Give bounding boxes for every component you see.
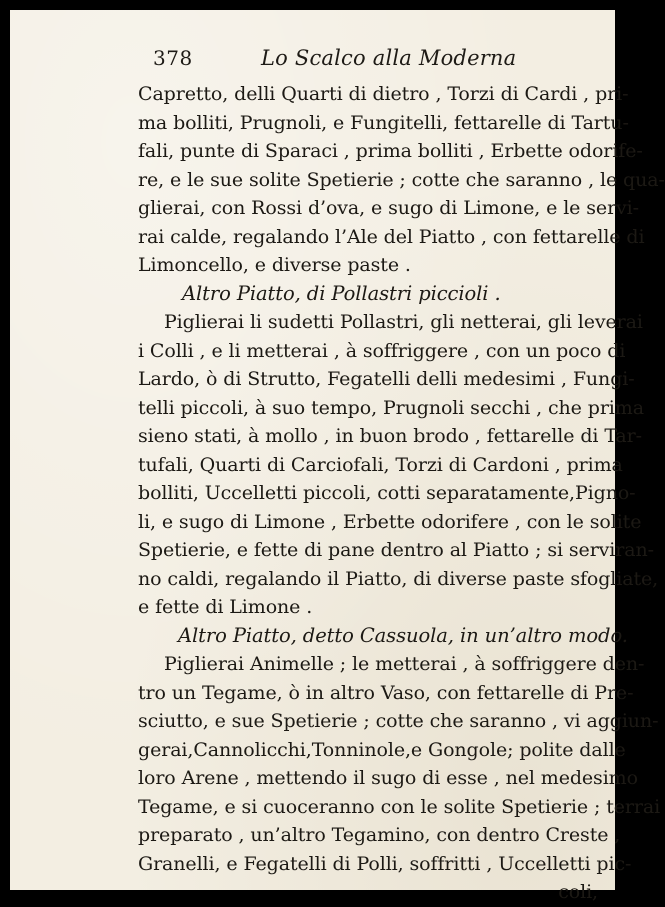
text-line: Piglierai li sudetti Pollastri, gli netterai, gli leverai [164,311,643,333]
text-line: preparato , un’altro Tegamino, con dentro Creste , [138,824,621,846]
text-line: Piglierai Animelle ; le metterai , à soffriggere den- [164,653,645,675]
text-line: loro Arene , mettendo il sugo di esse , nel medesimo [138,767,638,789]
text-line: rai calde, regalando l’Ale del Piatto , con fettarelle di [138,225,645,248]
text-line: Capretto, delli Quarti di dietro , Torzi di Cardi , pri- [138,83,629,105]
text-line: Tegame, e si cuoceranno con le solite Spetierie ; terrai [138,795,661,818]
text-line: Lardo, ò di Strutto, Fegatelli delli medesimi , Fungi- [138,368,635,390]
text-line: Granelli, e Fegatelli di Polli, soffritti , Uccelletti pic- [138,852,632,875]
text-line: gerai,Cannolicchi,Tonninole,e Gongole; polite dalle [138,738,626,761]
text-line: tro un Tegame, ò in altro Vaso, con fettarelle di Pre- [138,681,634,704]
text-line: Spetierie, e fette di pane dentro al Piatto ; si serviran- [138,539,654,561]
text-line: sciutto, e sue Spetierie ; cotte che saranno , vi aggiun- [138,710,659,732]
catchword: coli, [558,881,598,903]
text-line: glierai, con Rossi d’ova, e sugo di Limone, e le servi- [138,197,639,219]
text-line: fali, punte di Sparaci , prima bolliti , Erbette odorife- [138,140,643,162]
text-line: li, e sugo di Limone , Erbette odorifere , con le solite [138,510,642,533]
section-heading: Altro Piatto, detto Cassuola, in un’altro modo. [178,623,628,647]
body-text [138,80,665,907]
text-line: ma bolliti, Prugnoli, e Fungitelli, fettarelle di Tartu- [138,111,629,134]
text-line: bolliti, Uccelletti piccoli, cotti separatamente,Pigno- [138,482,636,504]
page-number: 378 [153,46,193,70]
text-line: telli piccoli, à suo tempo, Prugnoli secchi , che prima [138,396,644,419]
text-line: i Colli , e li metterai , à soffriggere , con un poco di [138,339,626,362]
book-page [10,10,665,903]
page-header [153,46,613,74]
text-line: e fette di Limone . [138,596,313,618]
text-line: no caldi, regalando il Piatto, di diverse paste sfogliate, [138,567,659,590]
section-heading: Altro Piatto, di Pollastri piccioli . [182,281,501,305]
text-line: Limoncello, e diverse paste . [138,254,411,276]
text-line: sieno stati, à mollo , in buon brodo , fettarelle di Tar- [138,425,642,447]
text-line: re, e le sue solite Spetierie ; cotte che saranno , le qua- [138,168,665,191]
running-title: Lo Scalco alla Moderna [261,46,517,70]
text-line: tufali, Quarti di Carciofali, Torzi di Cardoni , prima [138,453,623,476]
